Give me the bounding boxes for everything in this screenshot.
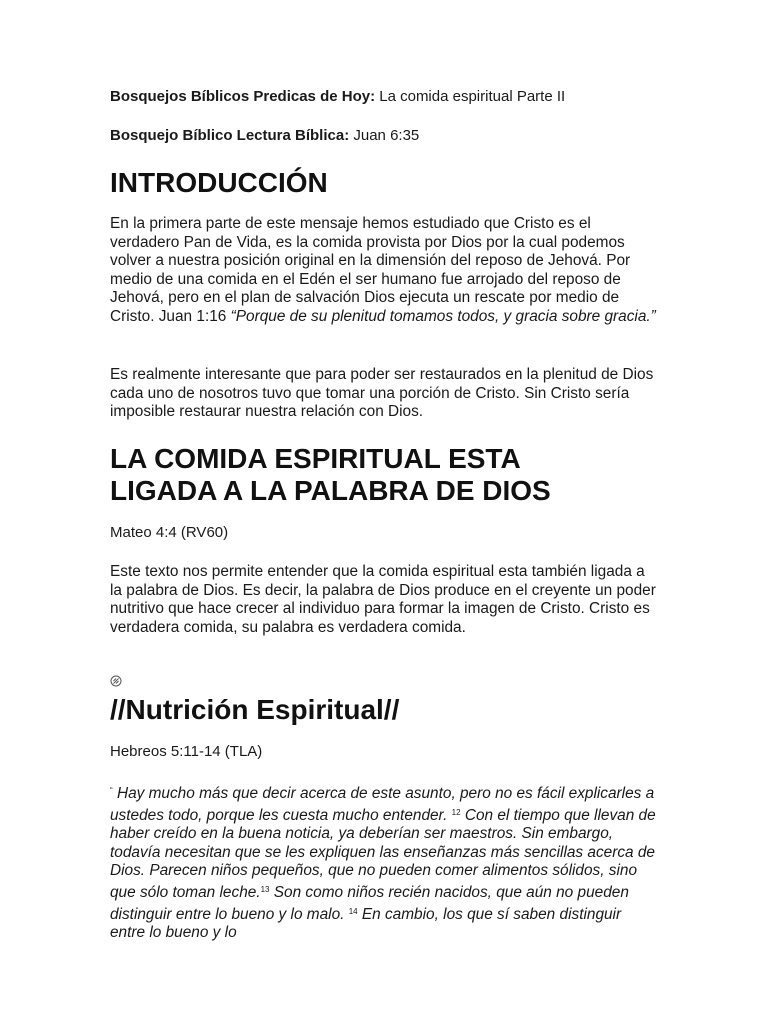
quote-part-1: Hay mucho más que decir acerca de este asunto, pero no es fácil explicarles a ustedes todo, porque les cuesta mucho entender.	[110, 785, 655, 824]
intro-paragraph-2: Es realmente interesante que para poder ser restaurados en la plenitud de Dios cada uno de nosotros tuvo que tomar una porción de Cristo. Sin Cristo sería imposible restaurar nuestra relación con Dios.	[110, 366, 654, 421]
intro-quote: “Porque de su plenitud tomamos todos, y gracia sobre gracia.”	[230, 307, 656, 325]
verse-number-13: 13	[260, 884, 270, 894]
reading-label: Bosquejo Bíblico Lectura Bíblica:	[110, 127, 350, 144]
quote-part-4: En cambio, los que sí saben distinguir entre lo bueno y lo	[110, 905, 622, 942]
quote-mark: “	[110, 786, 113, 795]
section2-reference: Hebreos 5:11-14 (TLA)	[110, 743, 263, 760]
reading-value: Juan 6:35	[349, 127, 420, 144]
outline-title-line	[110, 88, 658, 106]
link-icon[interactable]	[110, 675, 122, 687]
intro-paragraph-1-text: En la primera parte de este mensaje hemos estudiado que Cristo es el verdadero Pan de Vida, es la comida provista por Dios por la cual podemos volver a nuestra posición original en la dimensión del reposo de Jehová. Por medio de una comida en el Edén el ser humano fue arrojado del reposo de Jehová, pero en el plan de salvación Dios ejecuta un rescate por medio de Cristo. Juan 1:16	[110, 215, 631, 325]
section2-heading: //Nutrición Espiritual//	[110, 694, 400, 725]
scripture-quote	[110, 782, 658, 943]
reading-line	[110, 127, 658, 145]
section1-paragraph: Este texto nos permite entender que la comida espiritual esta también ligada a la palabra de Dios. Es decir, la palabra de Dios produce en el creyente un poder nutritivo que hace crecer al individuo para formar la imagen de Cristo. Cristo es verdadera comida, su palabra es verdadera comida.	[110, 563, 656, 636]
outline-value: La comida espiritual Parte II	[375, 88, 566, 105]
intro-paragraph-1	[110, 215, 658, 327]
verse-number-12: 12	[451, 807, 461, 817]
verse-number-14: 14	[348, 906, 358, 916]
outline-label: Bosquejos Bíblicos Predicas de Hoy:	[110, 88, 376, 105]
quote-part-3: Son como niños recién nacidos, que aún no pueden distinguir entre lo bueno y lo malo.	[110, 883, 629, 923]
section1-reference: Mateo 4:4 (RV60)	[110, 524, 229, 541]
intro-heading: INTRODUCCIÓN	[110, 167, 328, 198]
quote-part-2: Con el tiempo que llevan de haber creído en la buena noticia, ya deberían ser maestros. Sin embargo, todavía necesitan que se les expliquen las enseñanzas más sencillas acerca de Dios. Parecen niños pequeños, que no pueden comer alimentos sólidos, sino que sólo toman leche.	[110, 806, 656, 901]
section1-heading: LA COMIDA ESPIRITUAL ESTA LIGADA A LA PALABRA DE DIOS	[110, 443, 551, 506]
